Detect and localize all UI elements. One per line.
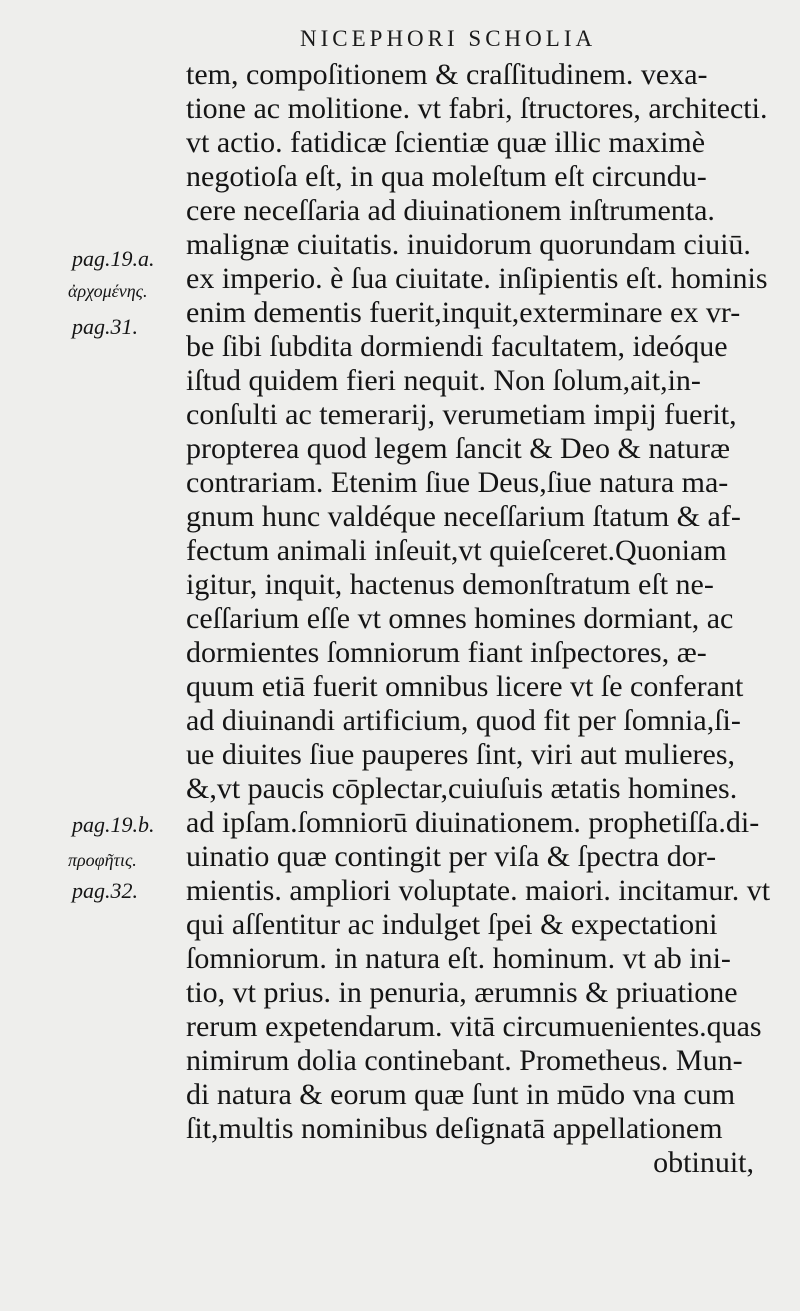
text-line: malignæ ciuitatis. inuidorum quorundam ciuiū.	[186, 228, 751, 261]
text-line: iſtud quidem fieri nequit. Non ſolum,ait,in-	[186, 364, 701, 397]
text-line: ad ipſam.ſomniorū diuinationem. prophetiſſa.di-	[186, 806, 760, 839]
text-line: uinatio quæ contingit per viſa & ſpectra dor-	[186, 840, 717, 873]
margin-note: pag.19.b.	[72, 812, 155, 837]
catchword-line: obtinuit,	[653, 1146, 754, 1179]
text-line: ue diuites ſiue pauperes ſint, viri aut mulieres,	[186, 738, 736, 771]
text-line: contrariam. Etenim ſiue Deus,ſiue natura ma-	[186, 466, 729, 499]
margin-note: pag.32.	[72, 878, 138, 903]
text-line: quum etiā fuerit omnibus licere vt ſe conferant	[186, 670, 744, 703]
text-line: gnum hunc valdéque neceſſarium ſtatum & af-	[186, 500, 741, 533]
text-line: propterea quod legem ſancit & Deo & naturæ	[186, 432, 730, 465]
text-line: ceſſarium eſſe vt omnes homines dormiant, ac	[186, 602, 734, 635]
text-line: igitur, inquit, hactenus demonſtratum eſt ne-	[186, 568, 714, 601]
text-line: qui aſſentitur ac indulget ſpei & expectationi	[186, 908, 718, 941]
margin-note: pag.19.a.	[72, 246, 155, 271]
text-line: di natura & eorum quæ ſunt in mūdo vna cum	[186, 1078, 736, 1111]
text-line: &,vt paucis cōplectar,cuiuſuis ætatis homines.	[186, 772, 738, 805]
text-line: ex imperio. è ſua ciuitate. inſipientis eſt. hominis	[186, 262, 768, 295]
text-line: ad diuinandi artificium, quod fit per ſomnia,ſi-	[186, 704, 741, 737]
margin-note-greek: προφῆτις.	[68, 850, 137, 870]
text-line: ſit,multis nominibus deſignatā appellationem	[186, 1112, 723, 1145]
margin-note: pag.31.	[72, 314, 138, 339]
margin-note-greek: ἀρχομένης.	[68, 281, 148, 301]
text-line: tione ac molitione. vt fabri, ſtructores, architecti.	[186, 92, 768, 125]
text-line: conſulti ac temerarij, verumetiam impij fuerit,	[186, 398, 737, 431]
text-line: negotioſa eſt, in qua moleſtum eſt circundu-	[186, 160, 707, 193]
text-line: cere neceſſaria ad diuinationem inſtrumenta.	[186, 194, 715, 227]
text-line: tem, compoſitionem & craſſitudinem. vexa-	[186, 58, 708, 91]
running-head: NICEPHORI SCHOLIA	[300, 26, 597, 51]
text-line: tio, vt prius. in penuria, ærumnis & priuatione	[186, 976, 738, 1009]
text-line: ſomniorum. in natura eſt. hominum. vt ab ini-	[186, 942, 731, 975]
text-line: fectum animali inſeuit,vt quieſceret.Quoniam	[186, 534, 727, 567]
text-line: vt actio. fatidicæ ſcientiæ quæ illic maximè	[186, 126, 706, 159]
text-line: be ſibi ſubdita dormiendi facultatem, ideóque	[186, 330, 728, 363]
text-line: mientis. ampliori voluptate. maiori. incitamur. vt	[186, 874, 771, 907]
text-line: rerum expetendarum. vitā circumuenientes.quas	[186, 1010, 762, 1043]
text-line: nimirum dolia continebant. Prometheus. Mun-	[186, 1044, 743, 1077]
text-line: dormientes ſomniorum fiant inſpectores, æ-	[186, 636, 707, 669]
text-line: enim dementis fuerit,inquit,exterminare ex vr-	[186, 296, 741, 329]
